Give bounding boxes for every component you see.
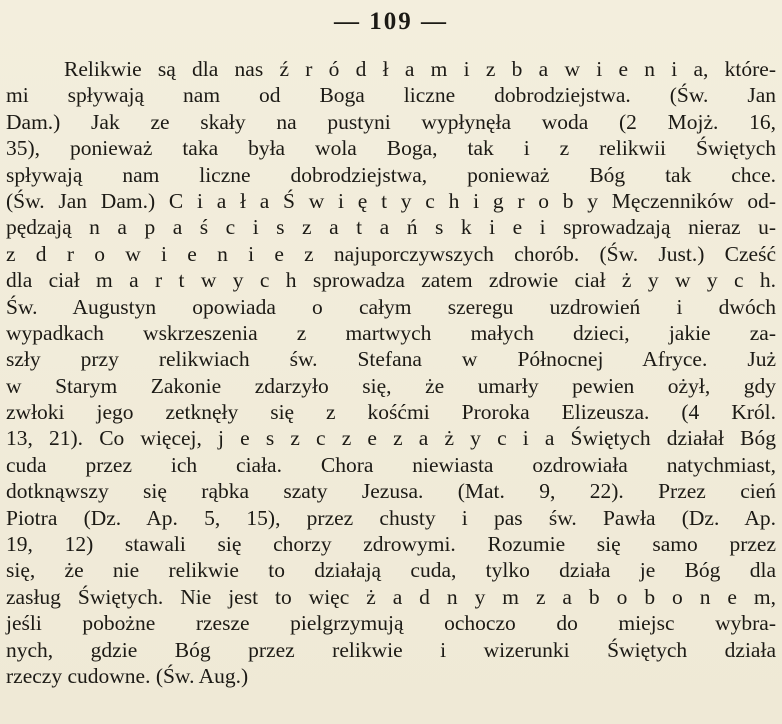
text-line: mi spływają nam od Boga liczne dobrodziejstwa. (Św. Jan — [6, 83, 776, 108]
text-line: szły przy relikwiach św. Stefana w Północnej Afryce. Już — [6, 347, 776, 372]
text-line: 35), ponieważ taka była wola Boga, tak i z relikwii Świętych — [6, 136, 776, 161]
text-line: jeśli pobożne rzesze pielgrzymują ochoczo do miejsc wybra- — [6, 611, 776, 636]
text-line: się, że nie relikwie to działają cuda, tylko działa je Bóg dla — [6, 558, 776, 583]
text-line: pędzają n a p a ś c i s z a t a ń s k i e i sprowadzają nieraz u- — [6, 215, 776, 240]
text-line: dla ciał m a r t w y c h sprowadza zatem zdrowie ciał ż y w y c h. — [6, 268, 776, 293]
text-line: wypadkach wskrzeszenia z martwych małych dzieci, jakie za- — [6, 320, 776, 345]
text-line: nych, gdzie Bóg przez relikwie i wizerunki Świętych działa — [6, 637, 776, 662]
text-line: 13, 21). Co więcej, j e s z c z e z a ż y c i a Świętych działał Bóg — [6, 426, 776, 451]
text-line: rzeczy cudowne. (Św. Aug.) — [6, 663, 249, 688]
text-line: spływają nam liczne dobrodziejstwa, ponieważ Bóg tak chce. — [6, 162, 776, 187]
text-line: zasług Świętych. Nie jest to więc ż a d n y m z a b o b o n e m, — [6, 584, 776, 609]
text-line: dotknąwszy się rąbka szaty Jezusa. (Mat. 9, 22). Przez cień — [6, 479, 776, 504]
text-line: z d r o w i e n i e z najuporczywszych chorób. (Św. Just.) Cześć — [6, 241, 776, 266]
text-line: cuda przez ich ciała. Chora niewiasta ozdrowiała natychmiast, — [6, 452, 776, 477]
text-line: Dam.) Jak ze skały na pustyni wypłynęła woda (2 Mojż. 16, — [6, 109, 776, 134]
text-line: 19, 12) stawali się chorzy zdrowymi. Rozumie się samo przez — [6, 532, 776, 557]
text-line: w Starym Zakonie zdarzyło się, że umarły pewien ożył, gdy — [6, 373, 776, 398]
text-line: Piotra (Dz. Ap. 5, 15), przez chusty i pas św. Pawła (Dz. Ap. — [6, 505, 776, 530]
text-line: (Św. Jan Dam.) C i a ł a Ś w i ę t y c h i g r o b y Męczenników od- — [6, 188, 776, 213]
text-line: Św. Augustyn opowiada o całym szeregu uzdrowień i dwóch — [6, 294, 776, 319]
text-line: Relikwie są dla nas ź r ó d ł a m i z b a w i e n i a, które- — [64, 57, 776, 81]
body-text — [6, 56, 776, 689]
page-number-header: — 109 — — [334, 8, 448, 35]
text-line: zwłoki jego zetknęły się z kośćmi Proroka Elizeusza. (4 Król. — [6, 400, 776, 425]
